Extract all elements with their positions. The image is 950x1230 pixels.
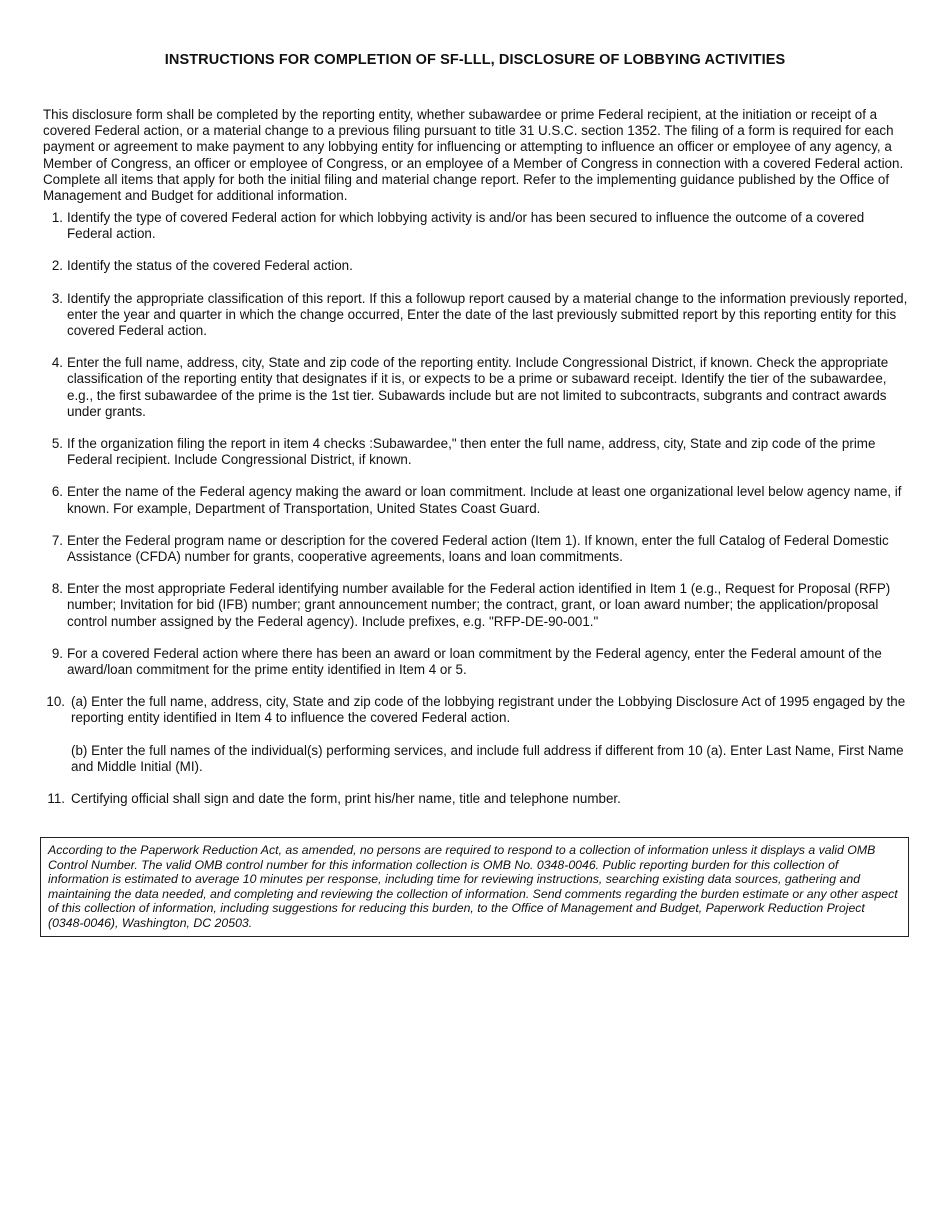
item-text: Identify the appropriate classification of this report. If this a followup report caused by a material change to the information previously reported, enter the year and quarter in which the change occurred, Enter the date of the last previously submitted report by this reporting entity for this covered Federal action. xyxy=(67,290,908,339)
instruction-list xyxy=(43,210,909,823)
item-text: Enter the full name, address, city, State and zip code of the reporting entity. Include Congressional District, if known. Check the appropriate classification of the reporting entity that designates if it is, or expects to be a prime or subaward receipt. Identify the tier of the subawardee, e.g., the first subawardee of the prime is the 1st tier. Subawards include but are not limited to subcontracts, subgrants and contract awards under grants. xyxy=(67,355,889,419)
item-number: 7. xyxy=(51,532,63,548)
instruction-item-7 xyxy=(43,533,909,565)
instruction-item-3 xyxy=(43,291,909,340)
item-number: 8. xyxy=(51,581,63,597)
instruction-item-6 xyxy=(43,484,909,516)
instruction-item-8 xyxy=(43,581,909,630)
item-number: 9. xyxy=(51,645,63,661)
document-title: INSTRUCTIONS FOR COMPLETION OF SF-LLL, DISCLOSURE OF LOBBYING ACTIVITIES xyxy=(164,52,786,68)
item-text: For a covered Federal action where there has been an award or loan commitment by the Federal agency, enter the Federal amount of the award/loan commitment for the prime entity identified in Item 4 or 5. xyxy=(67,645,882,678)
instruction-item-10b xyxy=(43,743,909,775)
item-text: Identify the type of covered Federal action for which lobbying activity is and/or has been secured to influence the outcome of a covered Federal action. xyxy=(67,210,865,242)
item-number: 10. xyxy=(46,694,65,710)
instruction-item-5 xyxy=(43,436,909,468)
item-text: Enter the Federal program name or description for the covered Federal action (Item 1). If known, enter the full Catalog of Federal Domestic Assistance (CFDA) number for grants, cooperative agreements, loans and loan commitments. xyxy=(67,532,889,565)
item-number: 2. xyxy=(51,258,63,274)
item-number: 4. xyxy=(51,355,63,371)
item-number: 11. xyxy=(47,791,65,807)
item-text: (a) Enter the full name, address, city, State and zip code of the lobbying registrant under the Lobbying Disclosure Act of 1995 engaged by the reporting entity identified in Item 4 to influence the covered Federal action. xyxy=(71,694,906,726)
item-text: Identify the status of the covered Federal action. xyxy=(67,258,353,274)
item-number: 5. xyxy=(51,436,63,452)
instruction-item-4 xyxy=(43,355,909,420)
item-text: Certifying official shall sign and date the form, print his/her name, title and telephone number. xyxy=(71,791,621,807)
instruction-item-1 xyxy=(43,210,909,242)
instruction-item-2 xyxy=(43,258,909,274)
item-number: 3. xyxy=(51,290,63,306)
paperwork-reduction-notice: According to the Paperwork Reduction Act, as amended, no persons are required to respond to a collection of information unless it displays a valid OMB Control Number. The valid OMB control number for this information collection is OMB No. 0348-0046. Public reporting burden for this collection of information is estimated to average 10 minutes per response, including time for reviewing instructions, searching existing data sources, gathering and maintaining the data needed, and completing and reviewing the collection of information. Send comments regarding the burden estimate or any other aspect of this collection of information, including suggestions for reducing this burden, to the Office of Management and Budget, Paperwork Reduction Project (0348-0046), Washington, DC 20503. xyxy=(40,837,909,937)
item-number: 1. xyxy=(51,210,63,225)
item-text: Enter the name of the Federal agency making the award or loan commitment. Include at least one organizational level below agency name, if known. For example, Department of Transportation, United States Coast Guard. xyxy=(67,484,902,516)
intro-paragraph: This disclosure form shall be completed by the reporting entity, whether subawardee or prime Federal recipient, at the initiation or receipt of a covered Federal action, or a material change to a previous filing pursuant to title 31 U.S.C. section 1352. The filing of a form is required for each payment or agreement to make payment to any lobbying entity for influencing or attempting to influence an officer or employee of any agency, a Member of Congress, an officer or employee of Congress, or an employee of a Member of Congress in connection with a covered Federal action. Complete all items that apply for both the initial filing and material change report. Refer to the implementing guidance published by the Office of Management and Budget for additional information. xyxy=(43,107,904,204)
item-number: 6. xyxy=(51,484,63,500)
item-text: (b) Enter the full names of the individual(s) performing services, and include full address if different from 10 (a). Enter Last Name, First Name and Middle Initial (MI). xyxy=(71,742,904,774)
instruction-item-10a xyxy=(43,694,909,726)
instruction-item-9 xyxy=(43,646,909,678)
instruction-item-11 xyxy=(43,791,909,807)
item-text: Enter the most appropriate Federal identifying number available for the Federal action identified in Item 1 (e.g., Request for Proposal (RFP) number; Invitation for bid (IFB) number; grant announcement number; the contract, grant, or loan award number; the application/proposal control number assigned by the Federal agency). Include prefixes, e.g. "RFP-DE-90-001." xyxy=(67,581,891,629)
item-text: If the organization filing the report in item 4 checks :Subawardee," then enter the full name, address, city, State and zip code of the prime Federal recipient. Include Congressional District, if known. xyxy=(67,436,876,468)
